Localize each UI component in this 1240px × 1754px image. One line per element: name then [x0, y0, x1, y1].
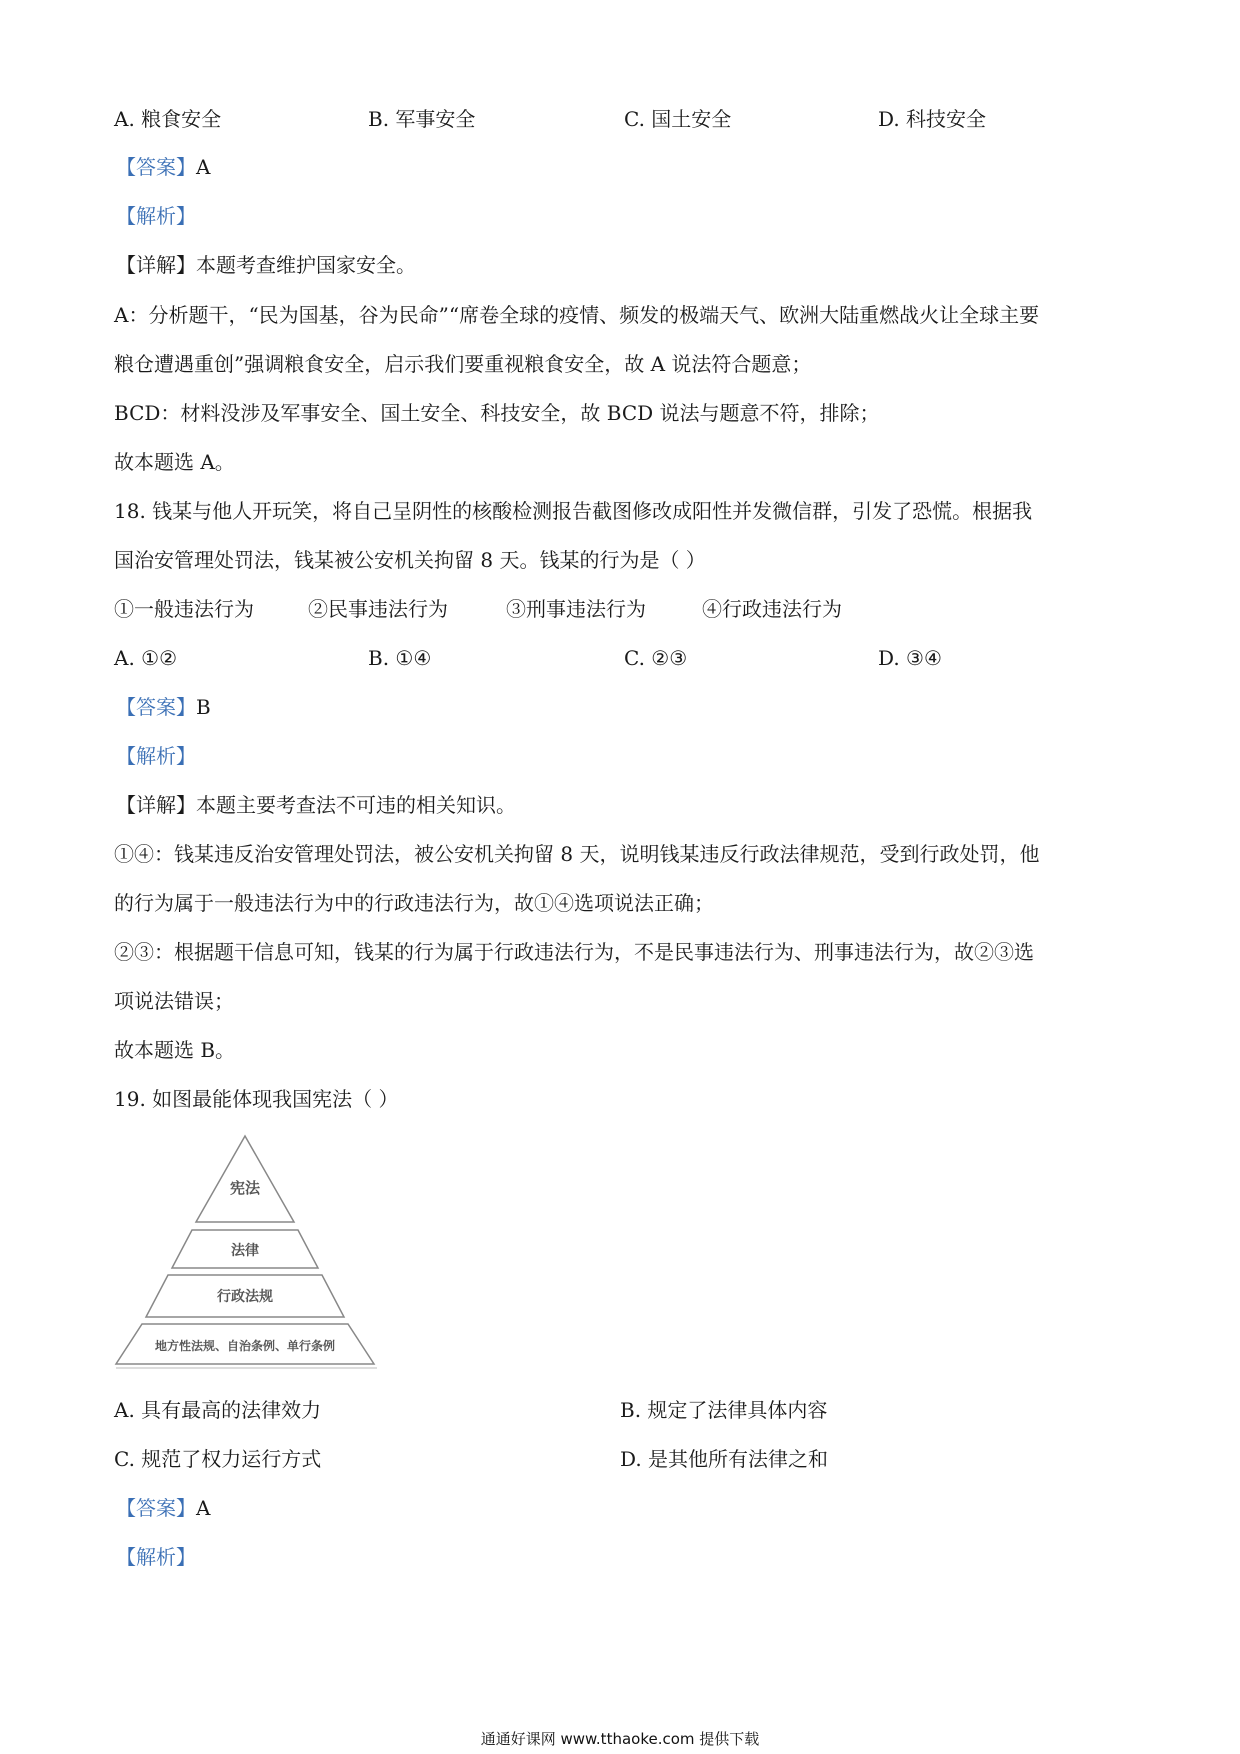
pyramid-level-3: 行政法规	[217, 1289, 273, 1305]
legal-hierarchy-pyramid	[112, 1128, 382, 1370]
q17-option-a: A. 粮食安全	[114, 107, 222, 131]
q19-analysis-heading: 【解析】	[116, 1545, 196, 1569]
q17-line-4: 故本题选 A。	[114, 450, 235, 474]
page-footer: 通通好课网 www.tthaoke.com 提供下载	[480, 1730, 760, 1748]
q18-stem-line-1: 18. 钱某与他人开玩笑，将自己呈阴性的核酸检测报告截图修改成阳性并发微信群，引发了恐慌。根据我	[114, 499, 1033, 523]
q17-option-b: B. 军事安全	[368, 107, 476, 131]
answer-tag: 答案	[136, 695, 176, 719]
detail-tag: 详解	[136, 253, 176, 277]
q19-option-b: B. 规定了法律具体内容	[620, 1398, 828, 1422]
answer-value: A	[196, 155, 211, 179]
q18-analysis-heading: 【解析】	[116, 744, 196, 768]
q19-stem: 19. 如图最能体现我国宪法（ ）	[114, 1087, 399, 1111]
detail-text: 本题主要考查法不可违的相关知识。	[196, 793, 516, 817]
analysis-tag: 解析	[136, 204, 176, 228]
q18-statement-2: ②民事违法行为	[308, 597, 448, 621]
analysis-tag: 解析	[136, 1545, 176, 1569]
q17-option-d: D. 科技安全	[878, 107, 987, 131]
q18-line-1: ①④：钱某违反治安管理处罚法，被公安机关拘留 8 天，说明钱某违反行政法律规范，受到行政处罚，他	[114, 842, 1040, 866]
q18-option-d: D. ③④	[878, 646, 942, 670]
pyramid-level-1: 宪法	[229, 1179, 261, 1197]
q18-statement-1: ①一般违法行为	[114, 597, 254, 621]
q17-line-3: BCD：材料没涉及军事安全、国土安全、科技安全，故 BCD 说法与题意不符，排除；	[114, 401, 880, 425]
q18-statement-4: ④行政违法行为	[702, 597, 842, 621]
q17-analysis-heading: 【解析】	[116, 204, 196, 228]
q18-line-3: ②③：根据题干信息可知，钱某的行为属于行政违法行为，不是民事违法行为、刑事违法行为，故②③选	[114, 940, 1034, 964]
q17-option-c: C. 国土安全	[624, 107, 732, 131]
q17-answer: 【答案】A	[116, 155, 211, 179]
pyramid-level-2: 法律	[231, 1243, 259, 1259]
q18-option-b: B. ①④	[368, 646, 432, 670]
answer-tag: 答案	[136, 1496, 176, 1520]
detail-tag: 详解	[136, 793, 176, 817]
q18-option-c: C. ②③	[624, 646, 688, 670]
q17-detail: 【详解】本题考查维护国家安全。	[116, 253, 416, 277]
q19-answer: 【答案】A	[116, 1496, 211, 1520]
q18-line-5: 故本题选 B。	[114, 1038, 236, 1062]
answer-tag: 答案	[136, 155, 176, 179]
pyramid-level-4: 地方性法规、自治条例、单行条例	[154, 1339, 336, 1353]
q18-answer: 【答案】B	[116, 695, 211, 719]
detail-text: 本题考查维护国家安全。	[196, 253, 416, 277]
q19-option-a: A. 具有最高的法律效力	[114, 1398, 322, 1422]
q17-line-2: 粮仓遭遇重创”强调粮食安全，启示我们要重视粮食安全，故 A 说法符合题意；	[114, 352, 812, 376]
q19-option-d: D. 是其他所有法律之和	[620, 1447, 829, 1471]
answer-value: B	[196, 695, 211, 719]
q18-detail: 【详解】本题主要考查法不可违的相关知识。	[116, 793, 516, 817]
q17-line-1: A：分析题干，“民为国基，谷为民命”“席卷全球的疫情、频发的极端天气、欧洲大陆重燃战火让全球主要	[114, 303, 1040, 327]
q18-stem-line-2: 国治安管理处罚法，钱某被公安机关拘留 8 天。钱某的行为是（ ）	[114, 548, 706, 572]
q18-line-2: 的行为属于一般违法行为中的行政违法行为，故①④选项说法正确；	[114, 891, 714, 915]
q19-option-c: C. 规范了权力运行方式	[114, 1447, 322, 1471]
analysis-tag: 解析	[136, 744, 176, 768]
answer-value: A	[196, 1496, 211, 1520]
q18-option-a: A. ①②	[114, 646, 178, 670]
q18-line-4: 项说法错误；	[114, 989, 234, 1013]
q18-statement-3: ③刑事违法行为	[506, 597, 646, 621]
